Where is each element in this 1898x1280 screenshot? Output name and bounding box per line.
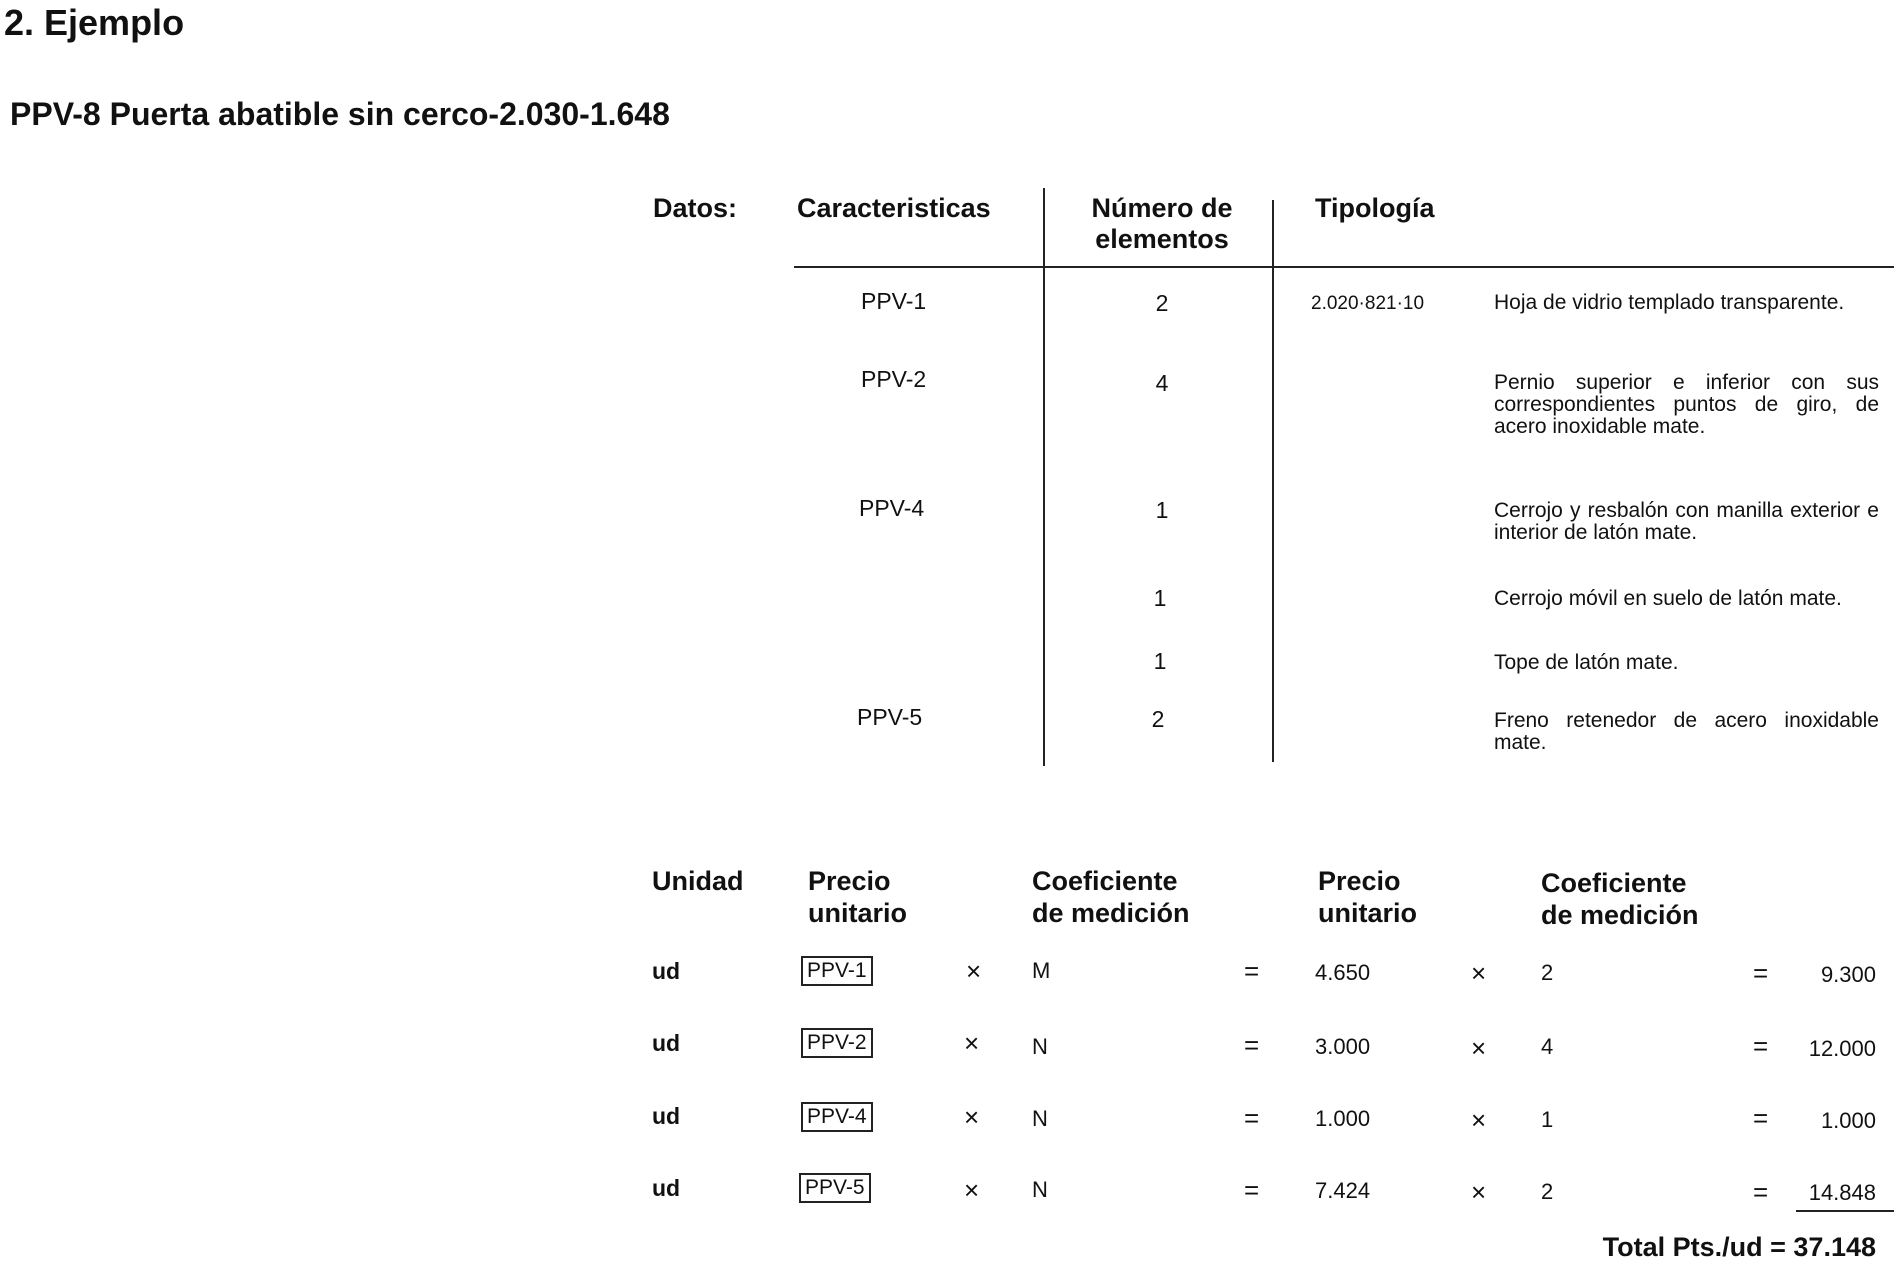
row-coef: M	[1032, 958, 1051, 983]
equals-sign: =	[1244, 1175, 1260, 1205]
row-description: Pernio superior e inferior con sus correspondientes puntos de giro, de acero inoxidable mate.	[1494, 371, 1879, 438]
header-precio-line1: Precio	[808, 866, 891, 896]
item-title: PPV-8 Puerta abatible sin cerco-2.030-1.648	[10, 96, 670, 132]
times-sign: ×	[1471, 1177, 1487, 1207]
times-sign: ×	[964, 1175, 980, 1205]
header-coef-line2: de medición	[1541, 900, 1699, 930]
header-precio-line2: unitario	[1318, 898, 1417, 928]
equals-sign: =	[1753, 1103, 1769, 1133]
times-sign: ×	[1471, 1105, 1487, 1135]
row-description: Cerrojo móvil en suelo de latón mate.	[1494, 587, 1842, 610]
code-box: PPV-1	[801, 956, 873, 986]
column-divider	[1272, 200, 1274, 762]
row-count: 2	[1151, 706, 1165, 732]
row-amount: 14.848	[1808, 1180, 1876, 1205]
header-coef-line1: Coeficiente	[1032, 866, 1178, 896]
header-unidad: Unidad	[652, 866, 744, 896]
code-box: PPV-4	[801, 1102, 873, 1132]
times-sign: ×	[1471, 1033, 1487, 1063]
sum-rule	[1796, 1210, 1894, 1212]
row-description: Hoja de vidrio templado transparente.	[1494, 291, 1845, 314]
header-tipologia: Tipología	[1315, 193, 1435, 223]
header-precio-line1: Precio	[1318, 866, 1401, 896]
row-code: PPV-1	[861, 288, 927, 314]
times-sign: ×	[964, 1028, 980, 1058]
row-unit: ud	[652, 1030, 681, 1056]
section-heading: 2. Ejemplo	[4, 2, 185, 43]
row-coef: N	[1032, 1106, 1048, 1131]
row-coef: N	[1032, 1034, 1048, 1059]
row-quantity: 2	[1541, 960, 1554, 985]
equals-sign: =	[1244, 1103, 1260, 1133]
times-sign: ×	[966, 956, 982, 986]
row-amount: 9.300	[1820, 962, 1876, 987]
row-price: 3.000	[1315, 1034, 1371, 1059]
equals-sign: =	[1244, 956, 1260, 986]
row-quantity: 2	[1541, 1179, 1554, 1204]
row-amount: 1.000	[1820, 1108, 1876, 1133]
row-coef: N	[1032, 1177, 1048, 1202]
code-box: PPV-5	[799, 1173, 871, 1203]
equals-sign: =	[1244, 1030, 1260, 1060]
equals-sign: =	[1753, 958, 1769, 988]
row-count: 1	[1153, 585, 1167, 611]
row-description: Cerrojo y resbalón con manilla exterior e interior de latón mate.	[1494, 499, 1879, 544]
times-sign: ×	[964, 1102, 980, 1132]
header-coef-line2: de medición	[1032, 898, 1190, 928]
row-code: PPV-4	[859, 495, 925, 521]
row-count: 1	[1155, 497, 1169, 523]
code-box: PPV-2	[801, 1028, 873, 1058]
total-line: Total Pts./ud = 37.148	[1602, 1232, 1876, 1262]
row-count: 2	[1155, 290, 1169, 316]
header-precio-line2: unitario	[808, 898, 907, 928]
header-caracteristicas: Caracteristicas	[797, 193, 991, 223]
row-quantity: 4	[1541, 1034, 1554, 1059]
row-code: PPV-5	[857, 704, 923, 730]
row-code: PPV-2	[861, 366, 927, 392]
datos-label: Datos:	[653, 193, 738, 223]
row-count: 1	[1153, 648, 1167, 674]
header-numero-line2: elementos	[1095, 224, 1229, 254]
row-description: Tope de latón mate.	[1494, 651, 1679, 674]
row-price: 1.000	[1315, 1106, 1371, 1131]
equals-sign: =	[1753, 1177, 1769, 1207]
row-price: 7.424	[1315, 1178, 1371, 1203]
column-divider	[1043, 188, 1045, 766]
row-description: Freno retenedor de acero inoxidable mate.	[1494, 709, 1879, 754]
row-count: 4	[1155, 370, 1169, 396]
row-unit: ud	[652, 1103, 681, 1129]
row-unit: ud	[652, 1175, 681, 1201]
times-sign: ×	[1471, 958, 1487, 988]
row-price: 4.650	[1315, 960, 1371, 985]
header-rule	[794, 266, 1894, 268]
row-unit: ud	[652, 958, 681, 984]
row-quantity: 1	[1541, 1107, 1554, 1132]
header-coef-line1: Coeficiente	[1541, 868, 1687, 898]
header-numero-line1: Número de	[1091, 193, 1233, 223]
row-typology: 2.020·821·10	[1311, 293, 1425, 314]
row-amount: 12.000	[1808, 1036, 1876, 1061]
equals-sign: =	[1753, 1031, 1769, 1061]
